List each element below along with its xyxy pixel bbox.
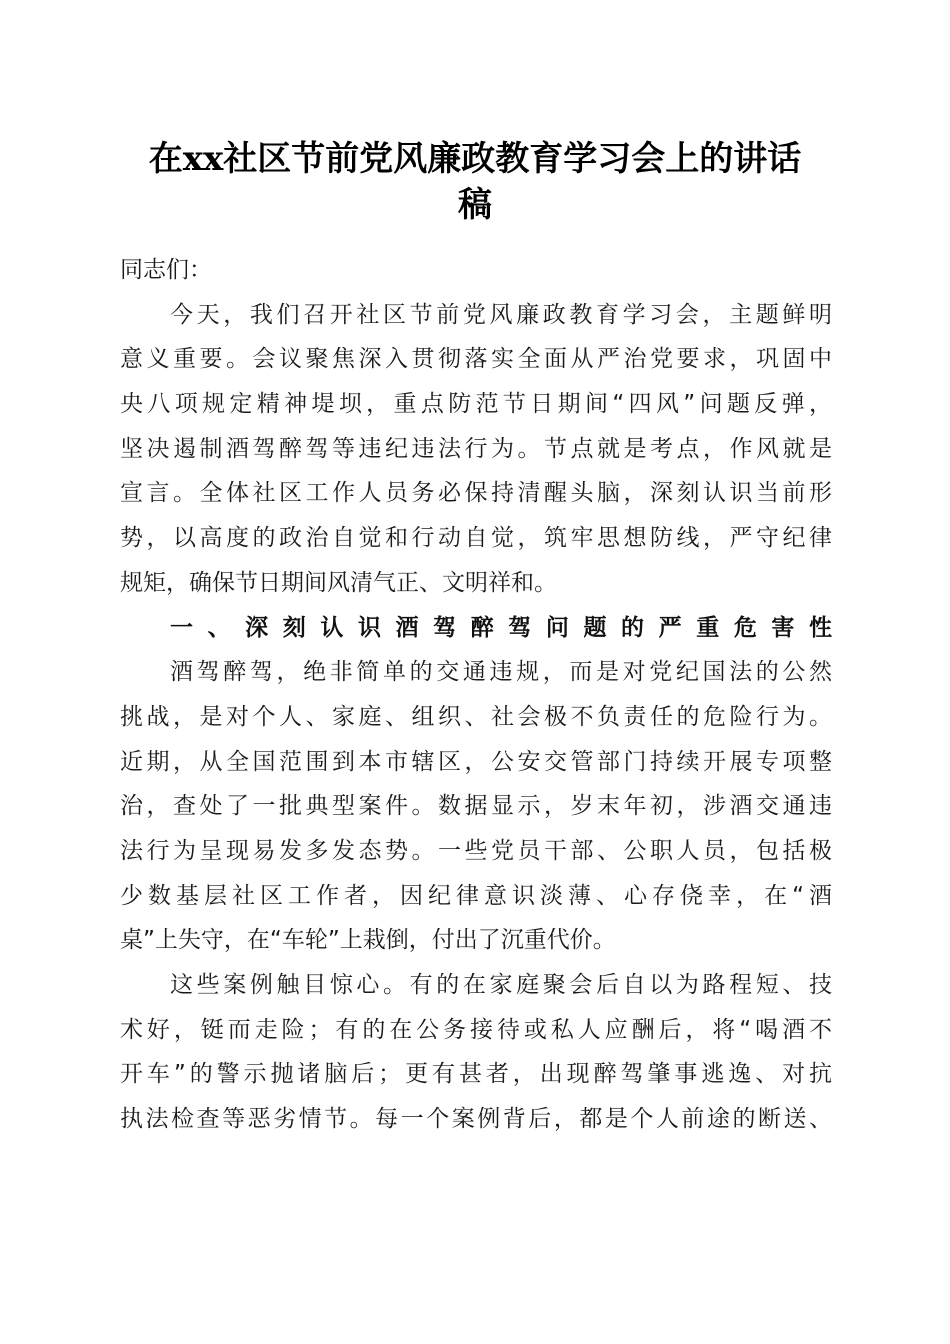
- paragraph-line: 法行为呈现易发多发态势。一些党员干部、公职人员，包括极: [120, 837, 832, 864]
- paragraph-drunk-driving: [120, 650, 832, 963]
- paragraph-opening: [120, 293, 832, 606]
- paragraph-line: 宣言。全体社区工作人员务必保持清醒头脑，深刻认识当前形: [120, 480, 832, 507]
- paragraph-line: 术好，铤而走险；有的在公务接待或私人应酬后，将“喝酒不: [120, 1016, 832, 1043]
- paragraph-line: 治，查处了一批典型案件。数据显示，岁末年初，涉酒交通违: [120, 793, 832, 820]
- paragraph-line: 桌”上失守，在“车轮”上栽倒，付出了沉重代价。: [120, 927, 616, 954]
- salutation: 同志们：: [120, 257, 212, 283]
- paragraph-line: 近期，从全国范围到本市辖区，公安交管部门持续开展专项整: [120, 748, 832, 775]
- paragraph-line: 势，以高度的政治自觉和行动自觉，筑牢思想防线，严守纪律: [120, 525, 832, 552]
- title-line-2: 稿: [458, 185, 492, 225]
- paragraph-line: 执法检查等恶劣情节。每一个案例背后，都是个人前途的断送、: [120, 1106, 832, 1133]
- paragraph-line: 意义重要。会议聚焦深入贯彻落实全面从严治党要求，巩固中: [120, 346, 832, 373]
- paragraph-cases: [120, 963, 832, 1142]
- section-heading-1: 一、深刻认识酒驾醉驾问题的严重危害性: [170, 614, 847, 641]
- paragraph-line: 少数基层社区工作者，因纪律意识淡薄、心存侥幸，在“酒: [120, 882, 832, 909]
- document-title: [118, 136, 832, 228]
- paragraph-line: 挑战，是对个人、家庭、组织、社会极不负责任的危险行为。: [120, 703, 832, 730]
- paragraph-line: 开车”的警示抛诸脑后；更有甚者，出现醉驾肇事逃逸、对抗: [120, 1061, 832, 1088]
- paragraph-line: 酒驾醉驾，绝非简单的交通违规，而是对党纪国法的公然: [170, 659, 832, 686]
- paragraph-line: 今天，我们召开社区节前党风廉政教育学习会，主题鲜明: [170, 301, 832, 328]
- title-line-1: 在xx社区节前党风廉政教育学习会上的讲话: [148, 139, 802, 179]
- paragraph-line: 这些案例触目惊心。有的在家庭聚会后自以为路程短、技: [170, 972, 832, 998]
- paragraph-line: 央八项规定精神堤坝，重点防范节日期间“四风”问题反弹，: [120, 391, 832, 418]
- paragraph-line: 坚决遏制酒驾醉驾等违纪违法行为。节点就是考点，作风就是: [120, 435, 832, 462]
- paragraph-line: 规矩，确保节日期间风清气正、文明祥和。: [120, 569, 557, 596]
- document-body: [120, 248, 847, 1142]
